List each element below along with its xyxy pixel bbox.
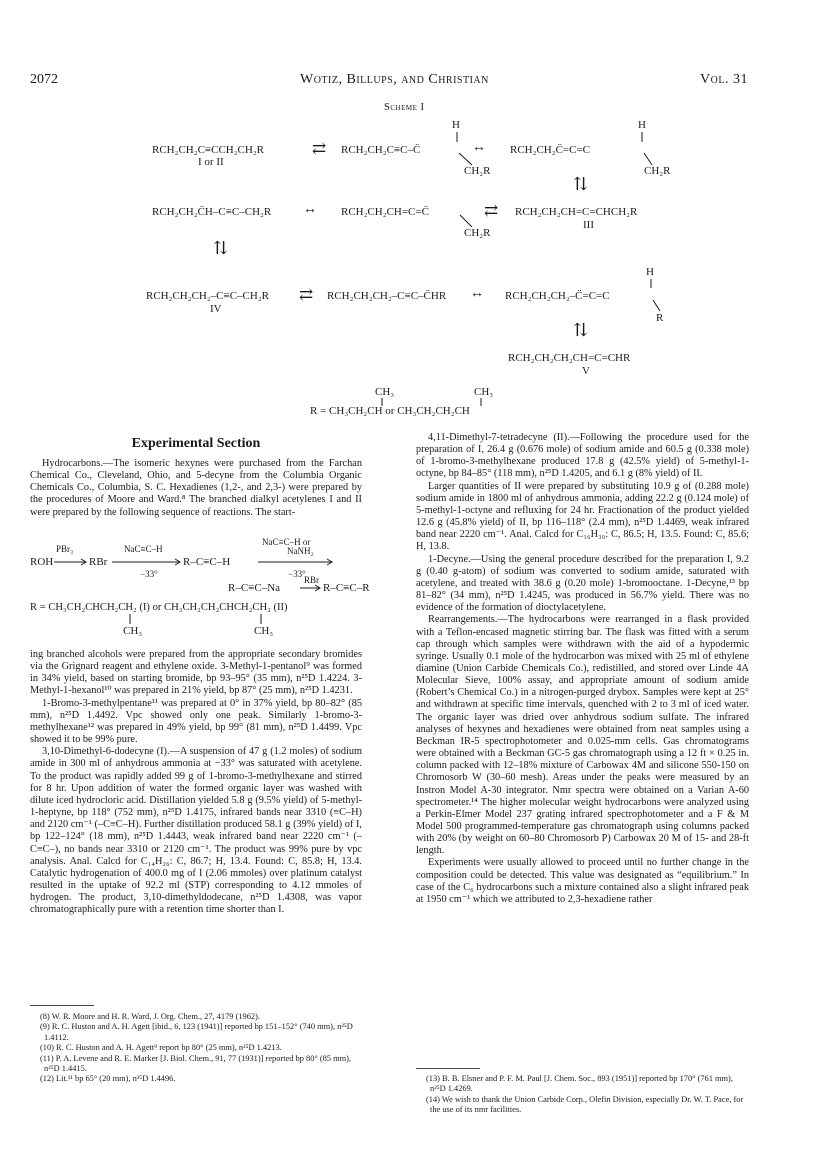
paragraph-larger-quantities: Larger quantities of II were prepared by substituting 10.9 g of (0.288 mole) sodium amide in 1800 ml of anhydrous ammonia, adding 22.2 g (0.124 mole) of 5-methyl-1-octyne and refluxing for 24 hr. Fractionation of the product yielded 12.6 g (45.8% yield) of II, bp 116–118° (2.4 mm), n²⁵D 1.4469, weak infrared band near 2220 cm⁻¹. Anal. Calcd for C₁₆H₃₀: C, 86.5; H, 13.5. Found: C, 85.6; H, 13.8. [416, 480, 749, 553]
scheme-carbanion-3: RCH₂CH₂CH₂–C≡C–C̈HR [327, 290, 447, 302]
resonance-arrow: ↔ [303, 202, 317, 217]
footnote-rule [416, 1068, 480, 1069]
scheme-alkyne-IV: RCH₂CH₂CH₂–C≡C–CH₂R [146, 290, 270, 302]
footnote: (10) R. C. Huston and A. H. Agett⁹ report bp 80° (25 mm), n²⁵D 1.4213. [40, 1043, 282, 1053]
footnote: (13) B. B. Elsner and P. F. M. Paul [J. Chem. Soc., 893 (1951)] reported bp 170° (761 mm), n²⁵D 1.4269. [426, 1074, 733, 1094]
left-column-bottom [30, 649, 362, 916]
methyl-label: CH₃ [474, 386, 494, 398]
section-heading: Experimental Section [131, 436, 261, 451]
resonance-arrow: ↔ [470, 286, 484, 301]
paragraph-hydrocarbons: Hydrocarbons.—The isomeric hexynes were purchased from the Farchan Chemical Co., Cleveland, Ohio, and 5-decyne from the Columbia Organic Chemicals Co., Columbia, S. C. Hexadienes (1,2-, and 2,3-) were prepared by the procedures of Moore and Ward.⁸ The branched dialkyl acetylenes I and II were prepared by the following sequence of reactions. The start- [30, 458, 362, 518]
scheme-allenyl-2: RCH₂CH₂CH=C=C̈ [341, 206, 429, 218]
paragraph-compound-I: 3,10-Dimethyl-6-dodecyne (I).—A suspension of 47 g (1.2 moles) of sodium amide in 300 ml of anhydrous ammonia at −33° was saturated with acetylene. To the product was rapidly added 99 g of 1-bromo-3-methylhexane and stirred for 8 hr. Upon addition of water the formed organic layer was washed with dilute iced hydrocloric acid. Distillation yielded 5.8 g (9.5% yield) of 5-methyl-1-heptyne, bp 118° (752 mm), n²⁵D 1.4175, infrared bands near 3310 (≡C–H) and 2120 cm⁻¹ (–C≡C–H). Further distillation produced 58.1 g (39% yield) of I, bp 122–124° (18 mm), n²⁵D 1.4443, weak infrared band near 2220 cm⁻¹ (–C≡C–), no bands near 3310 or 2120 cm⁻¹. The product was 99% pure by vpc analysis. Anal. Calcd for C₁₄H₂₆: C, 86.7; H, 13.4. Found: C, 85.8; H, 13.4. Catalytic hydrogenation of 400.0 mg of I (2.06 mmoles) over platinum catalyst resulted in the uptake of 92.2 ml (STP) corresponding to 4.12 mmoles of hydrogen. The product, 3,10-dimethyldodecane, n²⁵D 1.4308, was vapor chromatographically pure with a retention time shorter than I. [30, 746, 362, 916]
paragraph-equilibrium: Experiments were usually allowed to proceed until no further change in the composition could be detected. This value was designated as “equilibrium.” In case of the C₆ hydrocarbons such a mixture contained also a slight infrared peak at 1950 cm⁻¹ which we attributed to 2,3-hexadiene rather [416, 857, 749, 905]
scheme-reactant-label: I or II [198, 156, 224, 168]
footnote: (11) P. A. Levene and R. E. Marker [J. Biol. Chem., 91, 77 (1931)] reported bp 80° (85 mm), n²⁵D 1.4415. [40, 1053, 351, 1074]
footnote: (9) R. C. Huston and A. H. Agett [ibid., 6, 123 (1941)] reported bp 151–152° (740 mm), n²⁵D 1.4112. [40, 1022, 353, 1042]
scheme-carbanion-1: RCH₂CH₂C≡C–C̈ [341, 144, 421, 156]
vertical-equilibrium-arrow: ⇅ [573, 174, 589, 194]
reagent-sodium-amide: NaNH₂ [287, 546, 314, 556]
temperature-label: −33° [288, 569, 306, 579]
scheme-h-label: H [452, 119, 460, 131]
vertical-equilibrium-arrow: ⇅ [213, 238, 229, 258]
footnotes-left [30, 1012, 362, 1085]
running-authors: Wotiz, Billups, and Christian [300, 72, 489, 87]
scheme-propargyl: RCH₂CH₂C̈H–C≡C–CH₂R [152, 206, 272, 218]
scheme-substituent: R [656, 312, 664, 324]
scheme-reactant: RCH₂CH₂C≡CCH₂CH₂R [152, 144, 265, 156]
product-dialkylacetylene: R–C≡C–R [323, 582, 370, 594]
paragraph-bromides: 1-Bromo-3-methylpentane¹¹ was prepared at 0° in 37% yield, bp 80–82° (85 mm), n²⁵D 1.4492. Vpc showed only one peak. Similarly 1-bromo-3-methylhexane¹² was prepared in 49% yield, bp 99° (81 mm), n²⁵D 1.4499. Vpc showed it to be 99% pure. [30, 697, 362, 746]
scheme-allenyl-1: RCH₂CH₂C̈=C=C [510, 144, 590, 156]
scheme-title: Scheme I [384, 102, 425, 113]
equilibrium-arrow: ⇄ [484, 201, 499, 220]
scheme-h-label: H [646, 266, 654, 278]
scheme-substituent: CH₂R [464, 227, 491, 239]
footnote: (14) We wish to thank the Union Carbide Corp., Olefin Division, especially Dr. W. T. Pace, for the use of its nmr facilities. [426, 1094, 744, 1115]
intermediate-sodium-alkynide: R–C≡C–Na [228, 582, 281, 594]
paragraph-alcohols: ing branched alcohols were prepared from the appropriate secondary bromides via the Grignard reagent and ethylene oxide. 3-Methyl-1-pentanol⁹ was formed in 34% yield, based on starting bromide, bp 93–95° (35 mm), n²⁵D 1.4224. 3-Methyl-1-hexanol¹⁰ was prepared in 21% yield, bp 87° (25 mm), n²⁵D 1.4231. [30, 649, 362, 697]
reagent-roh: ROH [30, 556, 54, 568]
reagent-sodium-acetylide-or: NaC≡C–H or [262, 537, 311, 547]
temperature-label: −33° [140, 569, 158, 579]
left-column-top [30, 458, 362, 519]
resonance-arrow: ↔ [472, 140, 486, 155]
paragraph-rearrangements: Rearrangements.—The hydrocarbons were rearranged in a flask provided with a Teflon-encased magnetic stirring bar. The flask was fitted with a serum cap through which samples were withdrawn with the aid of a hypodermic syringe. Usually 0.1 mole of the hydrocarbon was mixed with 25 ml of ethylene diamine (Union Carbide Chemicals Co.), redistilled, and stored over Linde 4A Molecular Sieve, 100% assay, and appropriate amount of sodium amide (Robert’s Chemical Co.) in a nitrogen-purged drybox. Samples were kept at 25° and withdrawn at specific time intervals, quenched with 2 to 3 ml of iced water. The organic layer was dried over anhydrous sodium sulfate. The infrared analyses of hexynes and hexadienes were obtained from neat samples using a Beckman IR-5 spectrophotometer and 0.025-mm cells. Gas chromatograms were obtained with a Beckman GC-5 gas chromatograph using a 12 ft × 0.25 in. column packed with 12–18% mixture of Carbowax 4M and silicone 550-150 on Chromosorb W (30–60 mesh). Areas under the peaks were measured by an Instron Model A-30 integrator. Nmr spectra were obtained on a Varian A-60 spectrometer.¹⁴ The higher molecular weight hydrocarbons were analyzed using a Perkin-Elmer Model 237 grating infrared spectrophotometer and a F & M Model 500 programmed-temperature gas chromatograph using columns packed with 20% (by weight on 60–80 Chromosorb P) Carbowax 20 M of 15- and 28-ft length. [416, 614, 749, 857]
scheme-allene-III: RCH₂CH₂CH=C=CHCH₂R [515, 206, 638, 218]
scheme-h-label: H [638, 119, 646, 131]
volume-label: Vol. 31 [700, 72, 748, 87]
intermediate-rbr: RBr [89, 556, 108, 568]
reagent-rbr: RBr [304, 575, 320, 585]
methyl-label: CH₃ [375, 386, 395, 398]
reagent-pbr3: PBr₃ [56, 544, 74, 554]
footnote: (12) Lit.¹¹ bp 65° (20 mm), n²⁵D 1.4496. [40, 1074, 176, 1084]
scheme-label-V: V [582, 365, 590, 377]
page-number: 2072 [30, 72, 58, 87]
sequence-arrows [0, 530, 380, 640]
paragraph-decyne: 1-Decyne.—Using the general procedure described for the preparation I, 9.2 g (0.40 g-atom) of sodium was converted to sodium amide, saturated with acetylene, and treated with 38.6 g (0.20 mole) 1-bromooctane. 1-Decyne,¹³ bp 81–82° (34 mm), n²⁵D 1.4245, was produced in 56.7% yield. There was no evidence of the formation of dioctylacetylene. [416, 553, 749, 614]
scheme-allenyl-3: RCH₂CH₂CH₂–C̈=C=C [505, 290, 610, 302]
right-column [416, 432, 749, 906]
r-definition: R = CH₃CH₂CHCH₂CH₂ (I) or CH₃CH₂CH₂CHCH₂CH₂ (II) [30, 602, 288, 613]
scheme-allene-V: RCH₂CH₂CH₂CH=C=CHR [508, 352, 631, 364]
paragraph-compound-II: 4,11-Dimethyl-7-tetradecyne (II).—Following the procedure used for the preparation of I, 26.4 g (0.676 mole) of sodium amide and 60.5 g (0.338 mole) of 1-bromo-3-methylhexane produced 17.8 g (42.5% yield) of 5-methyl-1-octyne, bp 84–85° (118 mm), n²⁵D 1.4205, and 6.1 g (8% yield) of II. [416, 432, 749, 480]
intermediate-terminal-alkyne: R–C≡C–H [183, 556, 231, 568]
scheme-substituent: CH₂R [464, 165, 491, 177]
methyl-label: CH₃ [254, 625, 274, 637]
vertical-equilibrium-arrow: ⇅ [573, 320, 589, 340]
scheme-label-III: III [583, 219, 594, 231]
scheme-label-IV: IV [210, 303, 222, 315]
r-group-definition: R = CH₃CH₂CH or CH₃CH₂CH₂CH [310, 405, 470, 417]
footnote: (8) W. R. Moore and H. R. Ward, J. Org. Chem., 27, 4179 (1962). [40, 1012, 261, 1021]
footnote-rule [30, 1005, 94, 1006]
scheme-bond-lines [0, 0, 819, 440]
scheme-substituent: CH₂R [644, 165, 671, 177]
equilibrium-arrow: ⇄ [299, 285, 314, 304]
footnotes-right [416, 1074, 749, 1116]
reagent-sodium-acetylide: NaC≡C–H [124, 544, 163, 554]
equilibrium-arrow: ⇄ [312, 139, 327, 158]
methyl-label: CH₃ [123, 625, 143, 637]
